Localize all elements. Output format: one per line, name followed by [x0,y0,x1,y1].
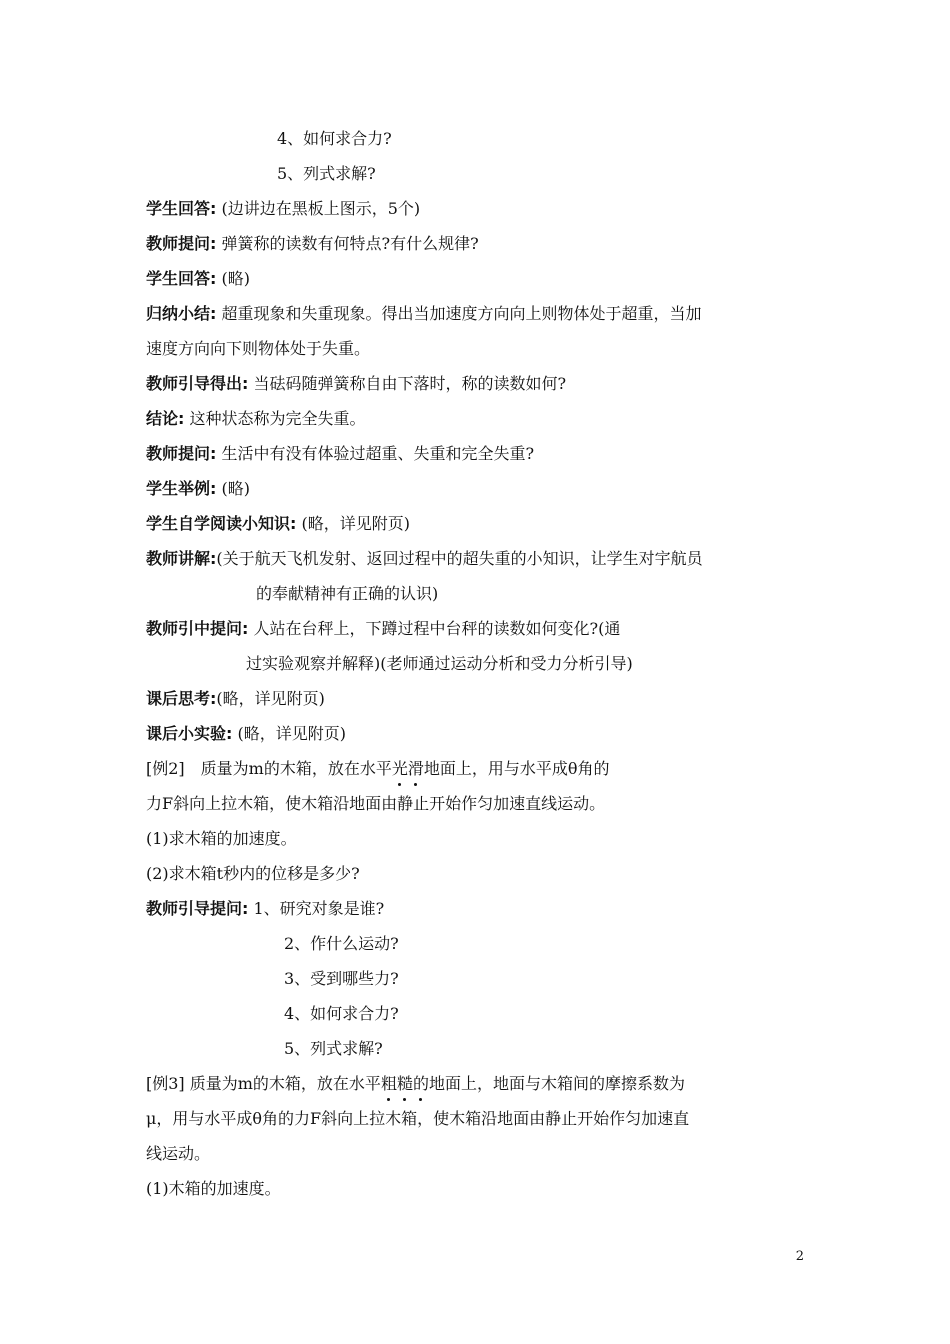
text: 地面上，用与水平成θ角的 [423,759,610,778]
example-3-q1: (1)木箱的加速度。 [146,1179,281,1198]
text: 这种状态称为完全失重。 [189,409,366,428]
example-3 [146,1072,685,1096]
step-4b: 4、如何求合力? [284,1004,399,1023]
label-teacher-explain: 教师讲解: [146,549,217,568]
text: 1、研究对象是谁? [253,899,385,918]
after-class-thinking [146,687,325,711]
page-number: 2 [795,1249,804,1264]
text: [例2] 质量为m的木箱，放在水平 [146,759,392,778]
example-3-cont: μ，用与水平成θ角的力F斜向上拉木箱，使木箱沿地面由静止开始作匀加速直 [146,1109,690,1128]
student-answer-2 [146,267,250,291]
text: [例3] 质量为m的木箱，放在水平 [146,1074,381,1093]
text: 地面上，地面与木箱间的摩擦系数为 [428,1074,685,1093]
summary-cont: 速度方向向下则物体处于失重。 [146,339,371,358]
text: 当砝码随弹簧称自由下落时，称的读数如何? [253,374,567,393]
teacher-guide [146,372,566,396]
emphasis-char: 滑 [408,757,424,781]
teacher-question [146,232,479,256]
label-after-class-experiment: 课后小实验: [146,724,233,743]
teacher-question-2 [146,442,534,466]
label-student-answer: 学生回答: [146,199,217,218]
label-teacher-question: 教师提问: [146,444,217,463]
label-student-examples: 学生举例: [146,479,217,498]
example-2-q1: (1)求木箱的加速度。 [146,829,297,848]
label-self-study: 学生自学阅读小知识: [146,514,297,533]
example-3-cont-2: 线运动。 [146,1144,211,1163]
text: (略，详见附页) [216,689,325,708]
label-teacher-question: 教师提问: [146,234,217,253]
teacher-lead-question [146,617,620,641]
after-class-experiment [146,722,346,746]
label-conclusion: 结论: [146,409,185,428]
text: 人站在台秤上，下蹲过程中台秤的读数如何变化?(通 [253,619,621,638]
label-summary: 归纳小结: [146,304,217,323]
step-3: 3、受到哪些力? [284,969,399,988]
student-examples [146,477,250,501]
student-answer [146,197,420,221]
text: (略，详见附页) [237,724,346,743]
example-2-q2: (2)求木箱t秒内的位移是多少? [146,864,360,883]
example-2-cont: 力F斜向上拉木箱，使木箱沿地面由静止开始作匀加速直线运动。 [146,794,606,813]
label-student-answer: 学生回答: [146,269,217,288]
text: (略) [221,479,250,498]
step-5: 5、列式求解? [277,164,376,183]
text: 超重现象和失重现象。得出当加速度方向向上则物体处于超重，当加 [221,304,702,323]
text: 弹簧称的读数有何特点?有什么规律? [221,234,479,253]
text: (略) [221,269,250,288]
summary [146,302,702,326]
text: (关于航天飞机发射、返回过程中的超失重的小知识，让学生对宇航员 [216,549,703,568]
step-4: 4、如何求合力? [277,129,392,148]
self-study [146,512,410,536]
text: (边讲边在黑板上图示，5个) [221,199,421,218]
text: 生活中有没有体验过超重、失重和完全失重? [221,444,535,463]
emphasis-char: 糙 [397,1072,413,1096]
label-teacher-lead-question: 教师引中提问: [146,619,249,638]
teacher-lead-question-cont: 过实验观察并解释)(老师通过运动分析和受力分析引导) [246,654,633,673]
emphasis-char: 的 [413,1072,429,1096]
emphasis-char: 粗 [381,1072,397,1096]
teacher-explain [146,547,703,571]
example-2 [146,757,610,781]
teacher-guide-question [146,897,384,921]
label-teacher-guide: 教师引导得出: [146,374,249,393]
conclusion [146,407,366,431]
text: (略，详见附页) [301,514,410,533]
label-after-class-thinking: 课后思考: [146,689,217,708]
teacher-explain-cont: 的奉献精神有正确的认识) [256,584,439,603]
emphasis-char: 光 [392,757,408,781]
label-teacher-guide-question: 教师引导提问: [146,899,249,918]
step-2: 2、作什么运动? [284,934,399,953]
step-5b: 5、列式求解? [284,1039,383,1058]
